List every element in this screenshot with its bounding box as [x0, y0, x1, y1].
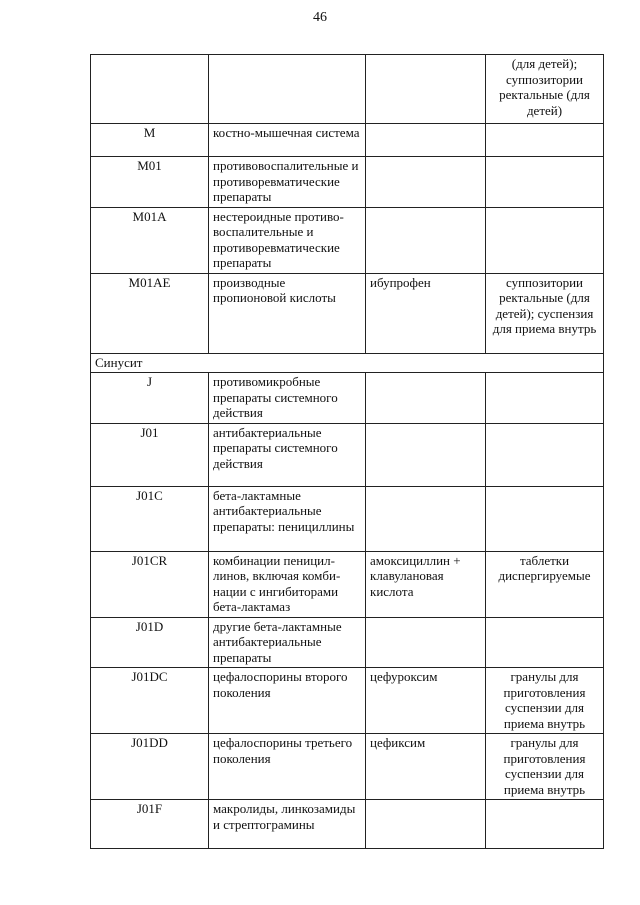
table-row [91, 273, 604, 353]
drug-table [90, 54, 604, 849]
table-row [91, 423, 604, 486]
atc-code-cell: J01D [91, 617, 209, 668]
table-row [91, 734, 604, 800]
group-name-cell: цефалоспорины второго поколения [209, 668, 366, 734]
drug-name-cell [366, 55, 486, 124]
group-name-cell: противомикробные препараты системного действия [209, 373, 366, 424]
table-row [91, 124, 604, 157]
drug-name-cell [366, 373, 486, 424]
drug-name-cell [366, 486, 486, 551]
table-row [91, 551, 604, 617]
atc-code-cell: J01DD [91, 734, 209, 800]
group-name-cell: цефалоспорины третьего поколения [209, 734, 366, 800]
dosage-form-cell [486, 124, 604, 157]
atc-code-cell: J01 [91, 423, 209, 486]
dosage-form-cell [486, 157, 604, 208]
table-row [91, 55, 604, 124]
section-row [91, 353, 604, 373]
table-row [91, 668, 604, 734]
group-name-cell: комбинации пеницил-линов, включая комби-нации с ингибиторами бета-лактамаз [209, 551, 366, 617]
group-name-cell: производные пропионовой кислоты [209, 273, 366, 353]
table-row [91, 373, 604, 424]
dosage-form-cell [486, 800, 604, 849]
dosage-form-cell [486, 617, 604, 668]
drug-name-cell [366, 157, 486, 208]
drug-name-cell [366, 617, 486, 668]
dosage-form-cell [486, 423, 604, 486]
dosage-form-cell [486, 486, 604, 551]
group-name-cell: нестероидные противо-воспалительные и противоревматические препараты [209, 207, 366, 273]
group-name-cell: антибактериальные препараты системного действия [209, 423, 366, 486]
atc-code-cell: J01C [91, 486, 209, 551]
atc-code-cell: J01DC [91, 668, 209, 734]
dosage-form-cell: гранулы для приготовления суспензии для приема внутрь [486, 668, 604, 734]
drug-name-cell [366, 124, 486, 157]
page-number: 46 [313, 10, 327, 25]
drug-name-cell [366, 800, 486, 849]
atc-code-cell: J01F [91, 800, 209, 849]
drug-name-cell: цефиксим [366, 734, 486, 800]
dosage-form-cell [486, 373, 604, 424]
table-row [91, 207, 604, 273]
drug-name-cell: цефуроксим [366, 668, 486, 734]
atc-code-cell: M01 [91, 157, 209, 208]
drug-name-cell [366, 423, 486, 486]
dosage-form-cell: гранулы для приготовления суспензии для приема внутрь [486, 734, 604, 800]
atc-code-cell: M01A [91, 207, 209, 273]
drug-table-body [91, 55, 604, 849]
drug-name-cell: ибупрофен [366, 273, 486, 353]
atc-code-cell: M01AE [91, 273, 209, 353]
table-row [91, 486, 604, 551]
table-row [91, 800, 604, 849]
atc-code-cell: M [91, 124, 209, 157]
table-row [91, 617, 604, 668]
dosage-form-cell: суппозитории ректальные (для детей); суспензия для приема внутрь [486, 273, 604, 353]
group-name-cell: противовоспалительные и противоревматические препараты [209, 157, 366, 208]
dosage-form-cell: таблетки диспергируемые [486, 551, 604, 617]
group-name-cell: костно-мышечная система [209, 124, 366, 157]
group-name-cell [209, 55, 366, 124]
group-name-cell: бета-лактамные антибактериальные препараты: пенициллины [209, 486, 366, 551]
table-row [91, 157, 604, 208]
atc-code-cell: J [91, 373, 209, 424]
atc-code-cell: J01CR [91, 551, 209, 617]
group-name-cell: другие бета-лактамные антибактериальные препараты [209, 617, 366, 668]
group-name-cell: макролиды, линкозамиды и стрептограмины [209, 800, 366, 849]
section-title: Синусит [91, 353, 604, 373]
drug-name-cell: амоксициллин + клавулановая кислота [366, 551, 486, 617]
dosage-form-cell: (для детей); суппозитории ректальные (для детей) [486, 55, 604, 124]
atc-code-cell [91, 55, 209, 124]
drug-name-cell [366, 207, 486, 273]
dosage-form-cell [486, 207, 604, 273]
